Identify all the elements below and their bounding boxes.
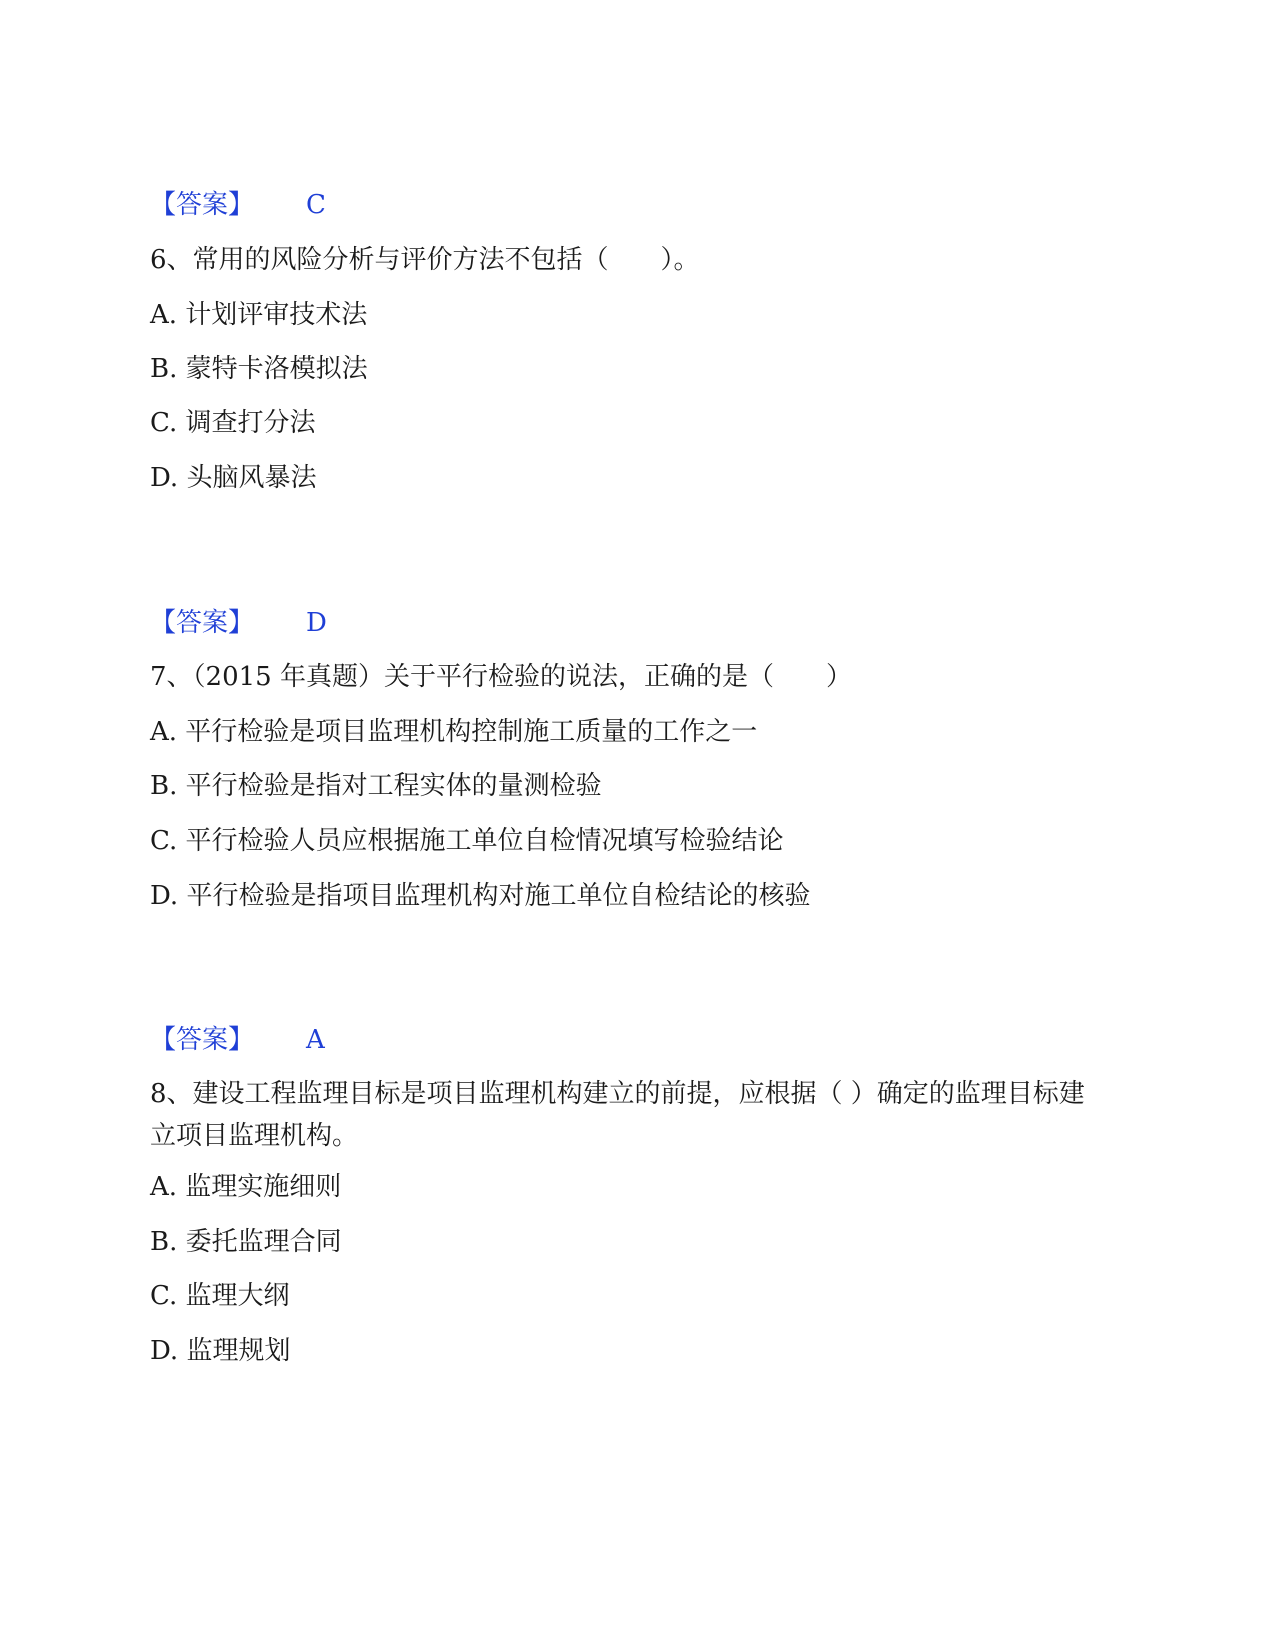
answer-line-q6: [150, 606, 327, 640]
question-8-option-c: C. 监理大纲: [150, 1281, 290, 1311]
question-6-option-c: C. 调查打分法: [150, 408, 316, 438]
question-7-option-c: C. 平行检验人员应根据施工单位自检情况填写检验结论: [150, 826, 784, 856]
question-6-option-a: A. 计划评审技术法: [150, 300, 368, 330]
question-7-stem: 7、（2015 年真题）关于平行检验的说法，正确的是（ ）: [150, 662, 852, 692]
answer-line-q7: [150, 1023, 325, 1057]
answer-line-q5: [150, 188, 326, 222]
answer-label: 【答案】: [150, 1025, 255, 1055]
answer-value: A: [306, 1025, 325, 1055]
question-6-stem: 6、常用的风险分析与评价方法不包括（ ）。: [150, 245, 700, 275]
answer-value: D: [306, 608, 327, 638]
question-6-option-b: B. 蒙特卡洛模拟法: [150, 354, 368, 384]
question-8-stem: 8、建设工程监理目标是项目监理机构建立的前提，应根据（ ）确定的监理目标建立项目监理机构。: [150, 1079, 1085, 1151]
question-8-option-a: A. 监理实施细则: [150, 1172, 342, 1202]
answer-value: C: [306, 190, 326, 220]
question-7-option-b: B. 平行检验是指对工程实体的量测检验: [150, 771, 602, 801]
question-6-option-d: D. 头脑风暴法: [150, 463, 317, 493]
question-8-option-b: B. 委托监理合同: [150, 1227, 342, 1257]
question-8-option-d: D. 监理规划: [150, 1336, 291, 1366]
question-7-option-a: A. 平行检验是项目监理机构控制施工质量的工作之一: [150, 717, 758, 747]
answer-label: 【答案】: [150, 608, 255, 638]
answer-label: 【答案】: [150, 190, 255, 220]
question-7-option-d: D. 平行检验是指项目监理机构对施工单位自检结论的核验: [150, 881, 811, 911]
